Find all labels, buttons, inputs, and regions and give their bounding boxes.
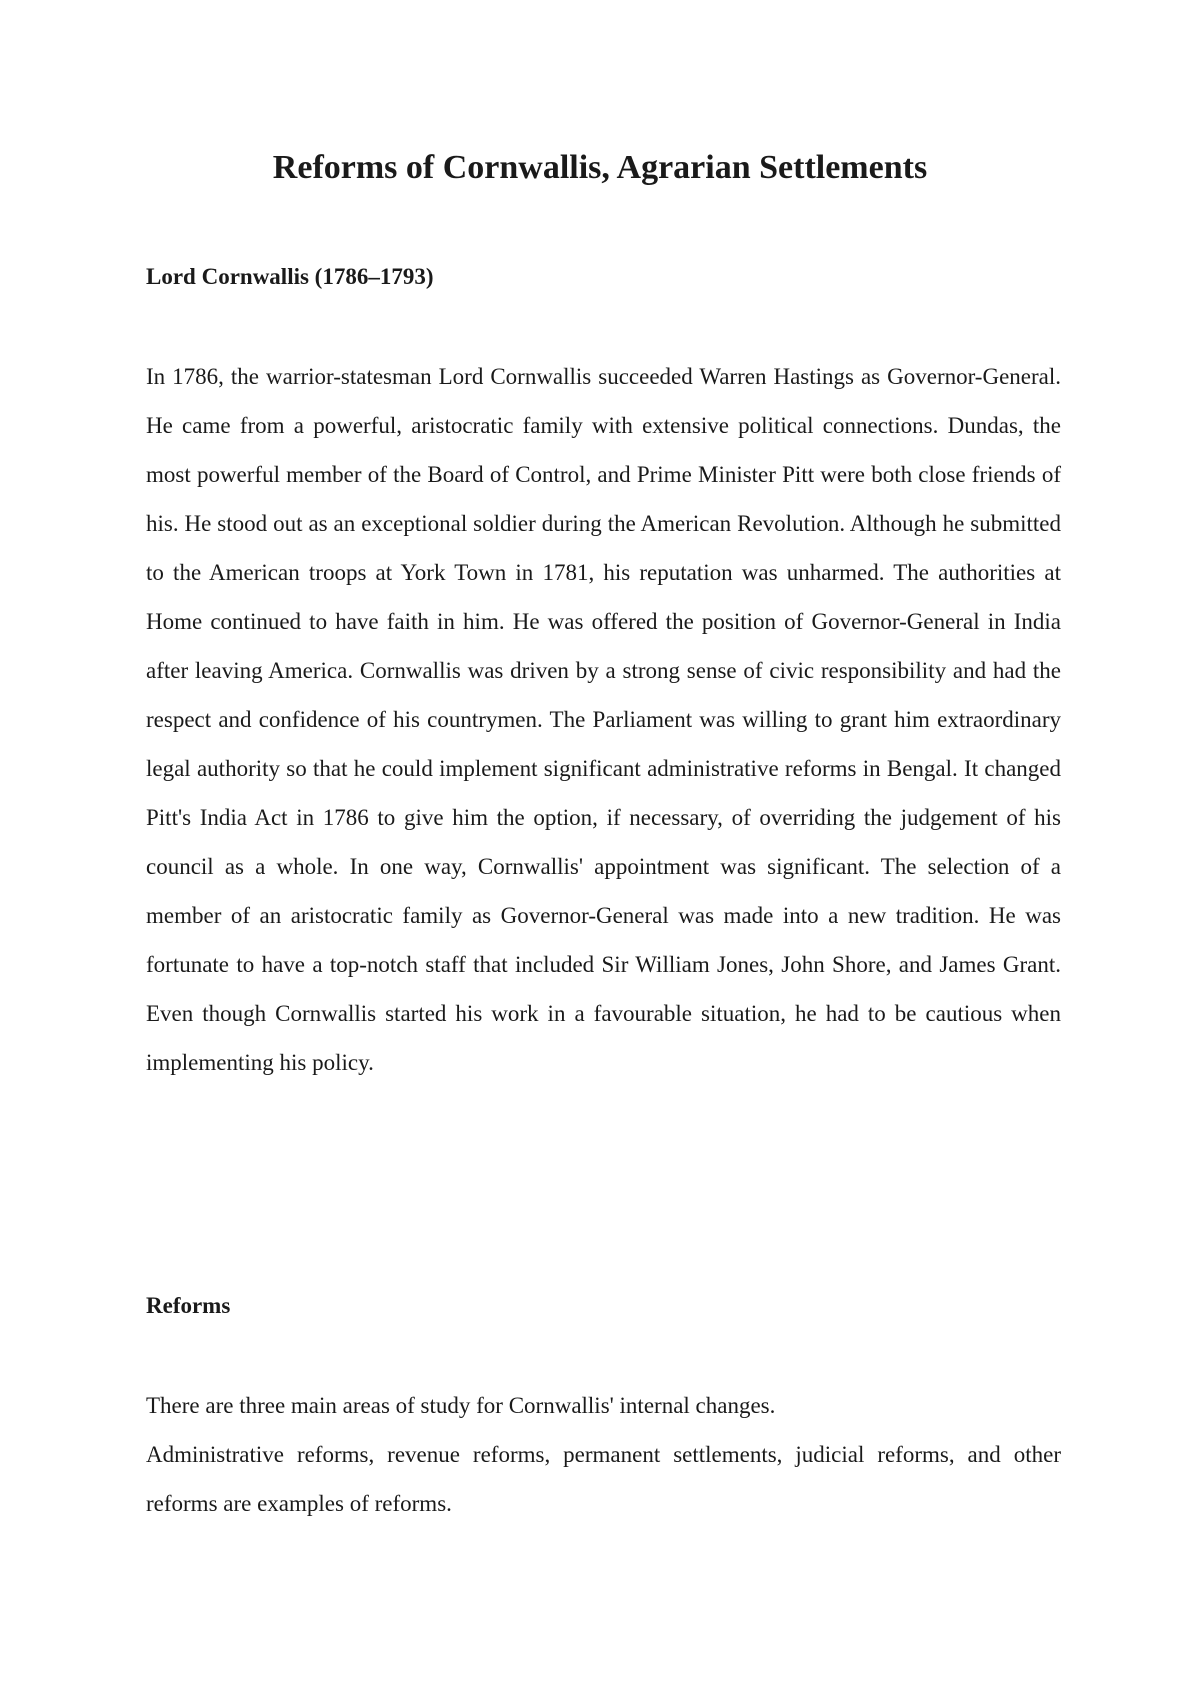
section-paragraph-reforms-intro: There are three main areas of study for Cornwallis' internal changes.	[146, 1393, 776, 1418]
document-title: Reforms of Cornwallis, Agrarian Settlements	[272, 149, 928, 186]
section-heading-lord-cornwallis: Lord Cornwallis (1786–1793)	[146, 264, 434, 289]
section-heading-reforms: Reforms	[146, 1293, 231, 1318]
section-paragraph-lord-cornwallis: In 1786, the warrior-statesman Lord Cornwallis succeeded Warren Hastings as Governor-General. He came from a powerful, aristocratic family with extensive political connections. Dundas, the most powerful member of the Board of Control, and Prime Minister Pitt were both close friends of his. He stood out as an exceptional soldier during the American Revolution. Although he submitted to the American troops at York Town in 1781, his reputation was unharmed. The authorities at Home continued to have faith in him. He was offered the position of Governor-General in India after leaving America. Cornwallis was driven by a strong sense of civic responsibility and had the respect and confidence of his countrymen. The Parliament was willing to grant him extraordinary legal authority so that he could implement significant administrative reforms in Bengal. It changed Pitt's India Act in 1786 to give him the option, if necessary, of overriding the judgement of his council as a whole. In one way, Cornwallis' appointment was significant. The selection of a member of an aristocratic family as Governor-General was made into a new tradition. He was fortunate to have a top-notch staff that included Sir William Jones, John Shore, and James Grant. Even though Cornwallis started his work in a favourable situation, he had to be cautious when implementing his policy.	[146, 364, 1061, 1075]
section-paragraph-reforms-list: Administrative reforms, revenue reforms, permanent settlements, judicial reforms, and other reforms are examples of reforms.	[146, 1442, 1061, 1516]
